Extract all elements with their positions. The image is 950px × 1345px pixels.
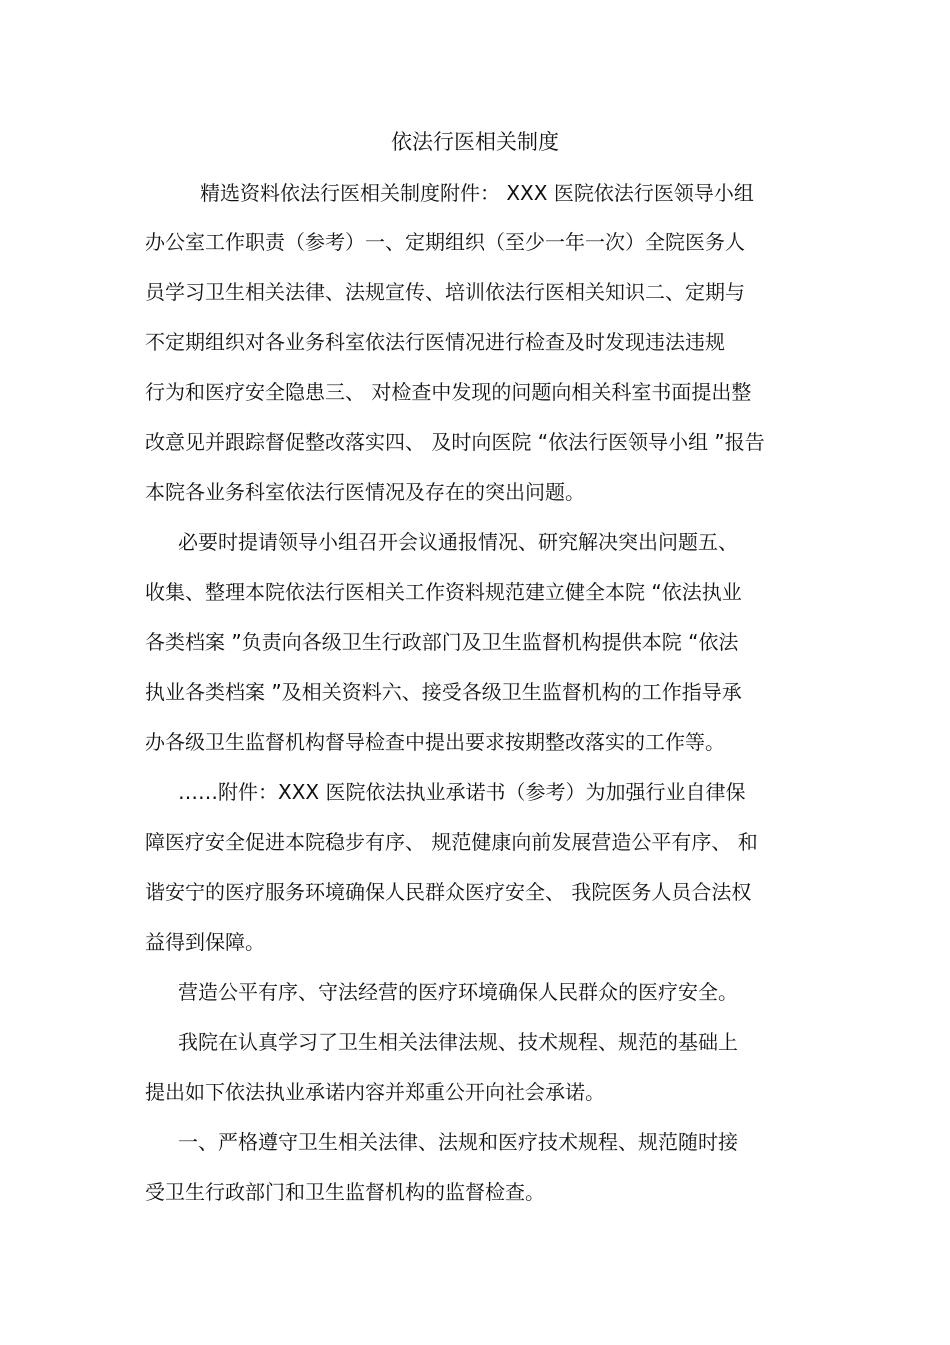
paragraph-line-1: 精选资料依法行医相关制度附件： XXX 医院依法行医领导小组	[200, 181, 754, 205]
paragraph-line-16: 益得到保障。	[145, 930, 265, 954]
paragraph-line-10: 各类档案 ”负责向各级卫生行政部门及卫生监督机构提供本院 “依法	[145, 630, 739, 654]
document-title: 依法行医相关制度	[391, 130, 559, 154]
paragraph-line-4: 不定期组织对各业务科室依法行医情况进行检查及时发现违法违规	[145, 330, 725, 354]
paragraph-line-20: 一、严格遵守卫生相关法律、法规和医疗技术规程、规范随时接	[178, 1130, 738, 1154]
paragraph-line-5: 行为和医疗安全隐患三、 对检查中发现的问题向相关科室书面提出整	[145, 380, 752, 404]
paragraph-line-3: 员学习卫生相关法律、法规宣传、培训依法行医相关知识二、定期与	[145, 280, 745, 304]
paragraph-line-9: 收集、整理本院依法行医相关工作资料规范建立健全本院 “依法执业	[145, 580, 742, 604]
paragraph-line-19: 提出如下依法执业承诺内容并郑重公开向社会承诺。	[145, 1080, 605, 1104]
paragraph-line-8: 必要时提请领导小组召开会议通报情况、研究解决突出问题五、	[178, 530, 738, 554]
paragraph-line-6: 改意见并跟踪督促整改落实四、 及时向医院 “依法行医领导小组 ”报告	[145, 430, 765, 454]
paragraph-line-14: 障医疗安全促进本院稳步有序、 规范健康向前发展营造公平有序、 和	[145, 830, 758, 854]
paragraph-line-15: 谐安宁的医疗服务环境确保人民群众医疗安全、 我院医务人员合法权	[145, 880, 752, 904]
paragraph-line-18: 我院在认真学习了卫生相关法律法规、技术规程、规范的基础上	[178, 1030, 738, 1054]
paragraph-line-12: 办各级卫生监督机构督导检查中提出要求按期整改落实的工作等。	[145, 730, 725, 754]
paragraph-line-2: 办公室工作职责（参考）一、定期组织（至少一年一次）全院医务人	[145, 230, 745, 254]
paragraph-line-17: 营造公平有序、守法经营的医疗环境确保人民群众的医疗安全。	[178, 980, 738, 1004]
paragraph-line-21: 受卫生行政部门和卫生监督机构的监督检查。	[145, 1180, 545, 1204]
paragraph-line-7: 本院各业务科室依法行医情况及存在的突出问题。	[145, 480, 585, 504]
paragraph-line-13: ……附件：XXX 医院依法执业承诺书（参考）为加强行业自律保	[178, 780, 746, 804]
paragraph-line-11: 执业各类档案 ”及相关资料六、接受各级卫生监督机构的工作指导承	[145, 680, 742, 704]
